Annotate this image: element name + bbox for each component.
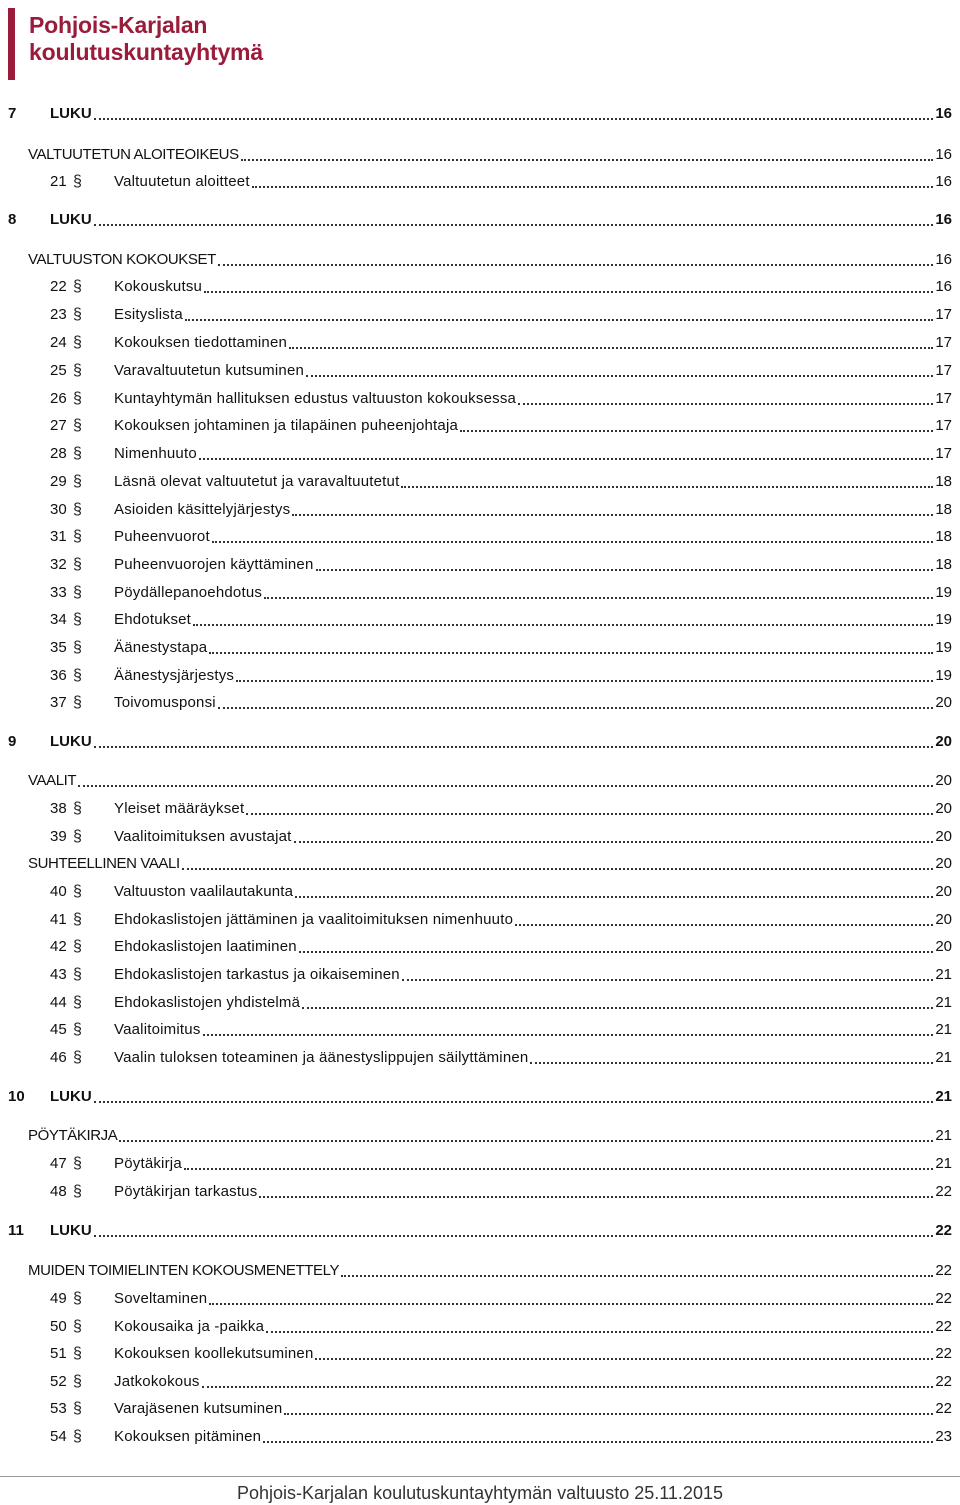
entry-title: Valtuuston vaalilautakunta bbox=[114, 883, 294, 900]
entry-title: Ehdokaslistojen tarkastus ja oikaiseminen bbox=[114, 966, 400, 983]
toc-entry[interactable] bbox=[0, 854, 960, 874]
chapter-number: 9 bbox=[8, 733, 17, 750]
page-number: 20 bbox=[935, 772, 952, 789]
entry-title: Ehdotukset bbox=[114, 611, 192, 628]
section-number: 48 bbox=[50, 1183, 67, 1200]
toc-entry[interactable] bbox=[0, 583, 960, 603]
section-sign-icon: § bbox=[73, 1318, 82, 1335]
entry-title: LUKU bbox=[50, 733, 92, 750]
toc-entry[interactable] bbox=[0, 172, 960, 192]
section-sign-icon: § bbox=[73, 1373, 82, 1390]
entry-title: Ehdokaslistojen laatiminen bbox=[114, 938, 297, 955]
entry-title: Toivomusponsi bbox=[114, 694, 216, 711]
page-number: 22 bbox=[935, 1222, 952, 1239]
dot-leader bbox=[193, 624, 933, 626]
toc-entry[interactable] bbox=[0, 937, 960, 957]
dot-leader bbox=[252, 186, 933, 188]
dot-leader bbox=[94, 1235, 933, 1237]
page-number: 16 bbox=[935, 278, 952, 295]
section-number: 42 bbox=[50, 938, 67, 955]
toc-entry[interactable] bbox=[0, 1126, 960, 1146]
toc-entry[interactable] bbox=[0, 472, 960, 492]
page-number: 22 bbox=[935, 1262, 952, 1279]
dot-leader bbox=[94, 1101, 933, 1103]
section-sign-icon: § bbox=[73, 278, 82, 295]
entry-title: Asioiden käsittelyjärjestys bbox=[114, 501, 291, 518]
page-number: 17 bbox=[935, 362, 952, 379]
section-sign-icon: § bbox=[73, 1183, 82, 1200]
section-number: 54 bbox=[50, 1428, 67, 1445]
entry-title: Kokousaika ja -paikka bbox=[114, 1318, 265, 1335]
section-sign-icon: § bbox=[73, 390, 82, 407]
entry-title: Kokouskutsu bbox=[114, 278, 203, 295]
section-number: 41 bbox=[50, 911, 67, 928]
entry-title: VALTUUTETUN ALOITEOIKEUS bbox=[28, 146, 239, 163]
toc-entry[interactable] bbox=[0, 1344, 960, 1364]
dot-leader bbox=[78, 785, 933, 787]
section-sign-icon: § bbox=[73, 306, 82, 323]
dot-leader bbox=[316, 569, 933, 571]
dot-leader bbox=[94, 746, 933, 748]
section-number: 26 bbox=[50, 390, 67, 407]
toc-entry[interactable] bbox=[0, 882, 960, 902]
page-number: 17 bbox=[935, 334, 952, 351]
section-number: 33 bbox=[50, 584, 67, 601]
page-number: 18 bbox=[935, 501, 952, 518]
dot-leader bbox=[203, 1034, 933, 1036]
toc-entry[interactable] bbox=[0, 1289, 960, 1309]
section-sign-icon: § bbox=[73, 1428, 82, 1445]
toc-entry[interactable] bbox=[0, 250, 960, 270]
page-number: 22 bbox=[935, 1183, 952, 1200]
section-sign-icon: § bbox=[73, 584, 82, 601]
section-sign-icon: § bbox=[73, 883, 82, 900]
toc-entry[interactable] bbox=[0, 555, 960, 575]
entry-title: Pöydällepanoehdotus bbox=[114, 584, 263, 601]
section-sign-icon: § bbox=[73, 966, 82, 983]
toc-entry[interactable] bbox=[0, 1427, 960, 1447]
page-number: 21 bbox=[935, 1127, 952, 1144]
page-number: 21 bbox=[935, 966, 952, 983]
dot-leader bbox=[263, 1441, 933, 1443]
section-sign-icon: § bbox=[73, 362, 82, 379]
section-sign-icon: § bbox=[73, 556, 82, 573]
toc-entry[interactable] bbox=[0, 145, 960, 165]
toc-entry[interactable] bbox=[0, 305, 960, 325]
entry-title: Kokouksen tiedottaminen bbox=[114, 334, 288, 351]
entry-title: LUKU bbox=[50, 105, 92, 122]
toc-entry[interactable] bbox=[0, 104, 960, 124]
page-number: 16 bbox=[935, 105, 952, 122]
section-number: 30 bbox=[50, 501, 67, 518]
dot-leader bbox=[199, 458, 933, 460]
toc-entry[interactable] bbox=[0, 732, 960, 752]
section-number: 35 bbox=[50, 639, 67, 656]
section-sign-icon: § bbox=[73, 828, 82, 845]
entry-title: MUIDEN TOIMIELINTEN KOKOUSMENETTELY bbox=[28, 1262, 340, 1279]
chapter-number: 11 bbox=[8, 1222, 24, 1239]
toc-entry[interactable] bbox=[0, 444, 960, 464]
page-number: 17 bbox=[935, 445, 952, 462]
toc-entry[interactable] bbox=[0, 416, 960, 436]
toc-entry[interactable] bbox=[0, 361, 960, 381]
toc-entry[interactable] bbox=[0, 910, 960, 930]
section-number: 25 bbox=[50, 362, 67, 379]
section-sign-icon: § bbox=[73, 1021, 82, 1038]
dot-leader bbox=[341, 1275, 933, 1277]
toc-entry[interactable] bbox=[0, 1154, 960, 1174]
page-number: 20 bbox=[935, 855, 952, 872]
page-number: 19 bbox=[935, 667, 952, 684]
entry-title: Jatkokokous bbox=[114, 1373, 200, 1390]
entry-title: Varajäsenen kutsuminen bbox=[114, 1400, 283, 1417]
section-sign-icon: § bbox=[73, 994, 82, 1011]
section-number: 49 bbox=[50, 1290, 67, 1307]
dot-leader bbox=[315, 1358, 933, 1360]
page-number: 16 bbox=[935, 251, 952, 268]
section-sign-icon: § bbox=[73, 173, 82, 190]
dot-leader bbox=[294, 841, 933, 843]
entry-title: Pöytäkirja bbox=[114, 1155, 182, 1172]
dot-leader bbox=[530, 1062, 933, 1064]
toc-entry[interactable] bbox=[0, 610, 960, 630]
entry-title: Äänestysjärjestys bbox=[114, 667, 235, 684]
section-number: 27 bbox=[50, 417, 67, 434]
toc-entry[interactable] bbox=[0, 638, 960, 658]
section-sign-icon: § bbox=[73, 1345, 82, 1362]
section-number: 44 bbox=[50, 994, 67, 1011]
section-number: 37 bbox=[50, 694, 67, 711]
dot-leader bbox=[94, 118, 933, 120]
toc-entry[interactable] bbox=[0, 333, 960, 353]
section-number: 36 bbox=[50, 667, 67, 684]
entry-title: Valtuutetun aloitteet bbox=[114, 173, 250, 190]
entry-title: Vaalitoimitus bbox=[114, 1021, 201, 1038]
dot-leader bbox=[185, 319, 933, 321]
section-number: 51 bbox=[50, 1345, 67, 1362]
page-number: 19 bbox=[935, 639, 952, 656]
page-number: 20 bbox=[935, 828, 952, 845]
entry-title: Kuntayhtymän hallituksen edustus valtuuston kokouksessa bbox=[114, 390, 517, 407]
dot-leader bbox=[289, 347, 933, 349]
chapter-number: 10 bbox=[8, 1088, 25, 1105]
entry-title: Soveltaminen bbox=[114, 1290, 208, 1307]
dot-leader bbox=[119, 1140, 933, 1142]
section-sign-icon: § bbox=[73, 938, 82, 955]
entry-title: Vaalitoimituksen avustajat bbox=[114, 828, 292, 845]
section-sign-icon: § bbox=[73, 694, 82, 711]
section-sign-icon: § bbox=[73, 1155, 82, 1172]
page-number: 21 bbox=[935, 1021, 952, 1038]
section-number: 21 bbox=[50, 173, 67, 190]
page-number: 18 bbox=[935, 473, 952, 490]
dot-leader bbox=[202, 1386, 933, 1388]
dot-leader bbox=[402, 979, 933, 981]
entry-title: Nimenhuuto bbox=[114, 445, 197, 462]
section-number: 39 bbox=[50, 828, 67, 845]
page-number: 21 bbox=[935, 1155, 952, 1172]
section-sign-icon: § bbox=[73, 1400, 82, 1417]
section-number: 45 bbox=[50, 1021, 67, 1038]
section-number: 23 bbox=[50, 306, 67, 323]
toc-entry[interactable] bbox=[0, 1020, 960, 1040]
dot-leader bbox=[259, 1196, 933, 1198]
section-number: 46 bbox=[50, 1049, 67, 1066]
entry-title: LUKU bbox=[50, 1222, 92, 1239]
section-number: 31 bbox=[50, 528, 67, 545]
page-number: 22 bbox=[935, 1290, 952, 1307]
toc-entry[interactable] bbox=[0, 500, 960, 520]
page-number: 23 bbox=[935, 1428, 952, 1445]
toc-entry[interactable] bbox=[0, 1182, 960, 1202]
chapter-number: 8 bbox=[8, 211, 17, 228]
toc-entry[interactable] bbox=[0, 1261, 960, 1281]
page-number: 19 bbox=[935, 584, 952, 601]
section-number: 28 bbox=[50, 445, 67, 462]
dot-leader bbox=[218, 707, 933, 709]
entry-title: Puheenvuorojen käyttäminen bbox=[114, 556, 314, 573]
section-sign-icon: § bbox=[73, 911, 82, 928]
dot-leader bbox=[209, 1303, 933, 1305]
page-number: 21 bbox=[935, 1049, 952, 1066]
section-sign-icon: § bbox=[73, 1290, 82, 1307]
page-number: 20 bbox=[935, 800, 952, 817]
entry-title: Puheenvuorot bbox=[114, 528, 210, 545]
section-number: 29 bbox=[50, 473, 67, 490]
page-number: 22 bbox=[935, 1318, 952, 1335]
page-number: 22 bbox=[935, 1345, 952, 1362]
entry-title: LUKU bbox=[50, 1088, 92, 1105]
dot-leader bbox=[204, 291, 933, 293]
page-number: 18 bbox=[935, 528, 952, 545]
toc-entry[interactable] bbox=[0, 799, 960, 819]
section-sign-icon: § bbox=[73, 417, 82, 434]
entry-title: Varavaltuutetun kutsuminen bbox=[114, 362, 305, 379]
section-sign-icon: § bbox=[73, 445, 82, 462]
page-number: 22 bbox=[935, 1373, 952, 1390]
page-footer: Pohjois-Karjalan koulutuskuntayhtymän valtuusto 25.11.2015 bbox=[237, 1483, 723, 1503]
section-number: 50 bbox=[50, 1318, 67, 1335]
toc-entry[interactable] bbox=[0, 527, 960, 547]
entry-title: Kokouksen pitäminen bbox=[114, 1428, 262, 1445]
section-sign-icon: § bbox=[73, 1049, 82, 1066]
dot-leader bbox=[460, 430, 933, 432]
entry-title: Pöytäkirjan tarkastus bbox=[114, 1183, 258, 1200]
section-number: 22 bbox=[50, 278, 67, 295]
dot-leader bbox=[94, 224, 933, 226]
page-number: 17 bbox=[935, 390, 952, 407]
section-number: 34 bbox=[50, 611, 67, 628]
entry-title: Vaalin tuloksen toteaminen ja äänestyslippujen säilyttäminen bbox=[114, 1049, 529, 1066]
dot-leader bbox=[302, 1007, 933, 1009]
entry-title: SUHTEELLINEN VAALI bbox=[28, 855, 180, 872]
page-number: 16 bbox=[935, 211, 952, 228]
entry-title: VALTUUSTON KOKOUKSET bbox=[28, 251, 216, 268]
dot-leader bbox=[292, 514, 933, 516]
section-number: 52 bbox=[50, 1373, 67, 1390]
chapter-number: 7 bbox=[8, 105, 17, 122]
toc-entry[interactable] bbox=[0, 1221, 960, 1241]
section-number: 24 bbox=[50, 334, 67, 351]
entry-title: Ehdokaslistojen jättäminen ja vaalitoimituksen nimenhuuto bbox=[114, 911, 514, 928]
toc-entry[interactable] bbox=[0, 277, 960, 297]
toc-entry[interactable] bbox=[0, 389, 960, 409]
page-number: 16 bbox=[935, 146, 952, 163]
dot-leader bbox=[264, 597, 933, 599]
page-number: 22 bbox=[935, 1400, 952, 1417]
entry-title: Ehdokaslistojen yhdistelmä bbox=[114, 994, 301, 1011]
dot-leader bbox=[401, 486, 933, 488]
dot-leader bbox=[218, 264, 933, 266]
page-number: 20 bbox=[935, 938, 952, 955]
section-sign-icon: § bbox=[73, 800, 82, 817]
logo-line-1: Pohjois-Karjalan bbox=[29, 12, 208, 38]
dot-leader bbox=[295, 896, 933, 898]
toc-entry[interactable] bbox=[0, 1048, 960, 1068]
toc-entry[interactable] bbox=[0, 210, 960, 230]
section-sign-icon: § bbox=[73, 639, 82, 656]
section-sign-icon: § bbox=[73, 334, 82, 351]
section-number: 32 bbox=[50, 556, 67, 573]
section-sign-icon: § bbox=[73, 667, 82, 684]
entry-title: Läsnä olevat valtuutetut ja varavaltuutetut bbox=[114, 473, 400, 490]
logo-line-2: koulutuskuntayhtymä bbox=[29, 39, 263, 65]
toc-entry[interactable] bbox=[0, 666, 960, 686]
toc-entry[interactable] bbox=[0, 993, 960, 1013]
page-number: 20 bbox=[935, 733, 952, 750]
page-number: 20 bbox=[935, 694, 952, 711]
page-number: 18 bbox=[935, 556, 952, 573]
toc-entry[interactable] bbox=[0, 693, 960, 713]
entry-title: PÖYTÄKIRJA bbox=[28, 1127, 118, 1144]
section-number: 40 bbox=[50, 883, 67, 900]
section-sign-icon: § bbox=[73, 528, 82, 545]
dot-leader bbox=[266, 1331, 933, 1333]
entry-title: Kokouksen johtaminen ja tilapäinen puheenjohtaja bbox=[114, 417, 459, 434]
dot-leader bbox=[241, 159, 933, 161]
entry-title: Kokouksen koollekutsuminen bbox=[114, 1345, 314, 1362]
page-number: 20 bbox=[935, 883, 952, 900]
dot-leader bbox=[236, 680, 933, 682]
dot-leader bbox=[246, 813, 933, 815]
page-number: 16 bbox=[935, 173, 952, 190]
dot-leader bbox=[212, 541, 933, 543]
toc-entry[interactable] bbox=[0, 1317, 960, 1337]
dot-leader bbox=[306, 375, 933, 377]
section-number: 47 bbox=[50, 1155, 67, 1172]
toc-entry[interactable] bbox=[0, 965, 960, 985]
page-number: 19 bbox=[935, 611, 952, 628]
entry-title: Äänestystapa bbox=[114, 639, 208, 656]
entry-title: Yleiset määräykset bbox=[114, 800, 245, 817]
footer-divider bbox=[0, 1476, 960, 1477]
section-number: 53 bbox=[50, 1400, 67, 1417]
entry-title: LUKU bbox=[50, 211, 92, 228]
toc-entry[interactable] bbox=[0, 1372, 960, 1392]
toc-entry[interactable] bbox=[0, 1087, 960, 1107]
dot-leader bbox=[182, 868, 933, 870]
section-sign-icon: § bbox=[73, 473, 82, 490]
dot-leader bbox=[209, 652, 933, 654]
toc-entry[interactable] bbox=[0, 1399, 960, 1419]
section-sign-icon: § bbox=[73, 501, 82, 518]
page-number: 17 bbox=[935, 306, 952, 323]
dot-leader bbox=[518, 403, 933, 405]
page-number: 21 bbox=[935, 1088, 952, 1105]
section-number: 38 bbox=[50, 800, 67, 817]
toc-entry[interactable] bbox=[0, 827, 960, 847]
section-number: 43 bbox=[50, 966, 67, 983]
dot-leader bbox=[184, 1168, 933, 1170]
entry-title: VAALIT bbox=[28, 772, 77, 789]
page-number: 21 bbox=[935, 994, 952, 1011]
toc-entry[interactable] bbox=[0, 771, 960, 791]
dot-leader bbox=[284, 1413, 933, 1415]
page-number: 20 bbox=[935, 911, 952, 928]
dot-leader bbox=[515, 924, 933, 926]
dot-leader bbox=[299, 951, 933, 953]
entry-title: Esityslista bbox=[114, 306, 183, 323]
page-number: 17 bbox=[935, 417, 952, 434]
section-sign-icon: § bbox=[73, 611, 82, 628]
